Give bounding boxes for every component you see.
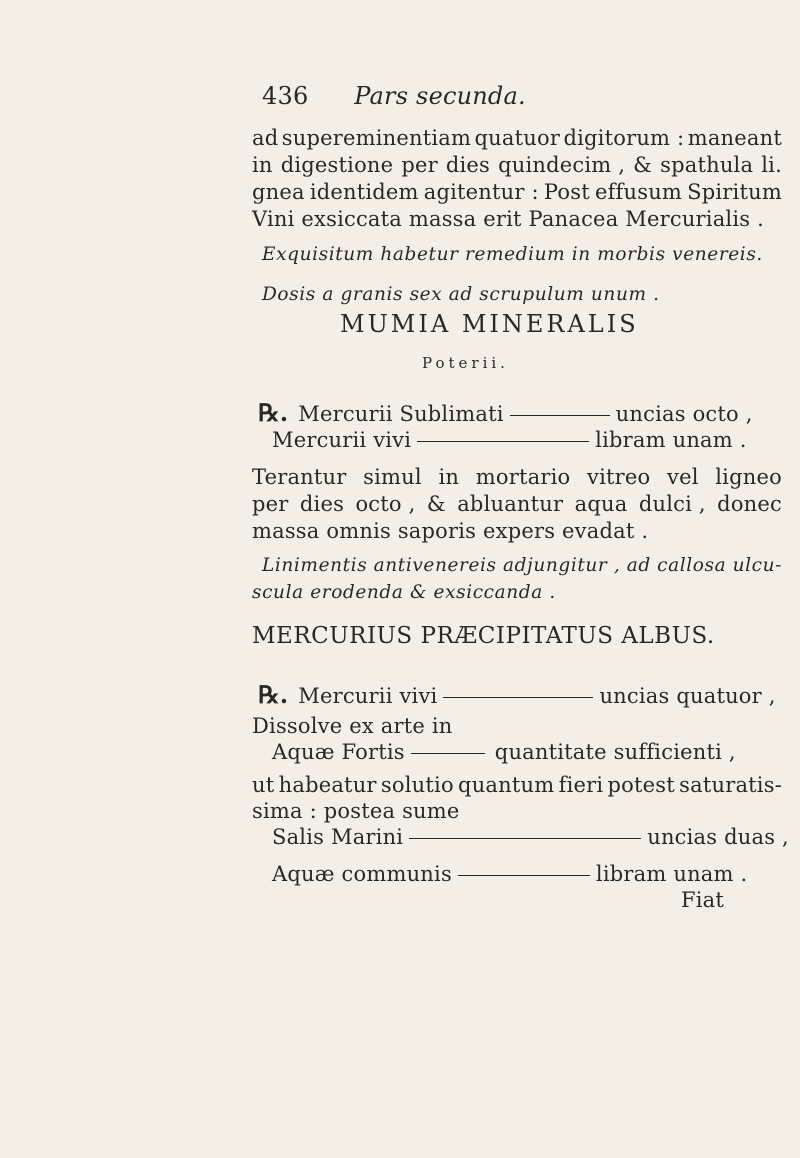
word: donec	[717, 492, 782, 516]
word: agitentur :	[423, 180, 539, 204]
para2-line2	[252, 492, 782, 516]
page-header	[262, 82, 526, 110]
word: ligneo	[715, 465, 782, 489]
remedy-note: Exquisitum habetur remedium in morbis venereis.	[262, 244, 763, 265]
recipe2-line2: Dissolve ex arte in	[252, 714, 453, 738]
word: aqua	[574, 492, 628, 516]
word: saturatis-	[679, 773, 782, 797]
ingredient-qty: quantitate sufficienti ,	[494, 740, 736, 764]
word: simul	[363, 465, 422, 489]
ingredient-name: Aquæ Fortis	[272, 740, 405, 764]
recipe2-line1	[258, 680, 776, 709]
ingredient-name: Aquæ communis	[272, 862, 452, 886]
liniment-note-line2: scula erodenda & exsiccanda .	[252, 582, 556, 603]
word: quantum	[458, 773, 555, 797]
word: digitorum :	[563, 126, 685, 150]
ingredient-qty: libram unam .	[595, 428, 747, 452]
word: ut	[252, 773, 275, 797]
dosage-note: Dosis a granis sex ad scrupulum unum .	[262, 284, 660, 305]
word: in	[438, 465, 460, 489]
recipe1-line2	[272, 428, 747, 452]
ingredient-name: Mercurii vivi	[272, 428, 412, 452]
liniment-note-line1	[262, 555, 782, 576]
word: in	[252, 153, 273, 177]
running-title: Pars secunda.	[354, 82, 526, 110]
word: dies	[299, 492, 345, 516]
word: &	[426, 492, 446, 516]
word: &	[633, 153, 653, 177]
ingredient-qty: uncias octo ,	[615, 402, 753, 426]
word: ulcu-	[732, 555, 782, 576]
dash-rule	[510, 415, 610, 416]
word: spathula	[660, 153, 754, 177]
word: dulci ,	[638, 492, 706, 516]
catchword: Fiat	[681, 888, 725, 912]
ingredient-name: Salis Marini	[272, 825, 404, 849]
recipe2-line4	[252, 773, 782, 797]
word: solutio	[380, 773, 454, 797]
word: per	[401, 153, 438, 177]
word: Terantur	[252, 465, 347, 489]
section-title-mercurius: MERCURIUS PRÆCIPITATUS ALBUS.	[252, 623, 715, 649]
word: fieri	[558, 773, 604, 797]
para1-line3	[252, 180, 782, 204]
word: gnea	[252, 180, 305, 204]
para1-line4: Vini exsiccata massa erit Panacea Mercurialis .	[252, 207, 764, 231]
para1-line1	[252, 126, 782, 150]
word: digestione	[280, 153, 394, 177]
recipe-symbol: ℞.	[258, 398, 289, 427]
word: quatuor	[474, 126, 561, 150]
word: vel	[667, 465, 699, 489]
ingredient-qty: uncias quatuor ,	[599, 684, 776, 708]
para2-line1	[252, 465, 782, 489]
dash-rule	[411, 753, 485, 754]
word: effusum	[594, 180, 683, 204]
word: habeatur	[278, 773, 377, 797]
word: quindecim ,	[498, 153, 626, 177]
recipe2-line6	[272, 825, 789, 849]
word: per	[252, 492, 289, 516]
recipe1-line1	[258, 398, 753, 427]
ingredient-name: Mercurii vivi	[298, 684, 438, 708]
ingredient-qty: libram unam .	[595, 862, 748, 886]
dash-rule	[458, 875, 590, 876]
word: abluantur	[457, 492, 564, 516]
word: Linimentis	[262, 555, 368, 576]
recipe-symbol: ℞.	[258, 680, 289, 709]
recipe2-line7	[272, 862, 747, 886]
word: mortario	[475, 465, 571, 489]
ingredient-qty: uncias duas ,	[647, 825, 789, 849]
page-number: 436	[262, 82, 309, 110]
word: callosa	[657, 555, 727, 576]
word: Spiritum	[687, 180, 782, 204]
section-subtitle-poterii: Poterii.	[422, 354, 509, 372]
dash-rule	[417, 441, 589, 442]
word: potest	[607, 773, 675, 797]
word: antivenereis	[373, 555, 497, 576]
word: adjungitur ,	[502, 555, 621, 576]
dash-rule	[443, 697, 593, 698]
para1-line2	[252, 153, 782, 177]
word: li.	[761, 153, 782, 177]
dash-rule	[409, 838, 641, 839]
word: supereminentiam	[281, 126, 472, 150]
word: vitreo	[587, 465, 651, 489]
word: Post	[543, 180, 590, 204]
section-title-mumia: MUMIA MINERALIS	[340, 310, 639, 338]
word: identidem	[309, 180, 419, 204]
recipe2-line5: sima : postea sume	[252, 799, 460, 823]
word: dies	[445, 153, 491, 177]
word: ad	[252, 126, 279, 150]
ingredient-name: Mercurii Sublimati	[298, 402, 504, 426]
word: ad	[626, 555, 651, 576]
word: octo ,	[355, 492, 416, 516]
recipe2-line3	[272, 740, 736, 764]
para2-line3: massa omnis saporis expers evadat .	[252, 519, 649, 543]
word: maneant	[687, 126, 782, 150]
